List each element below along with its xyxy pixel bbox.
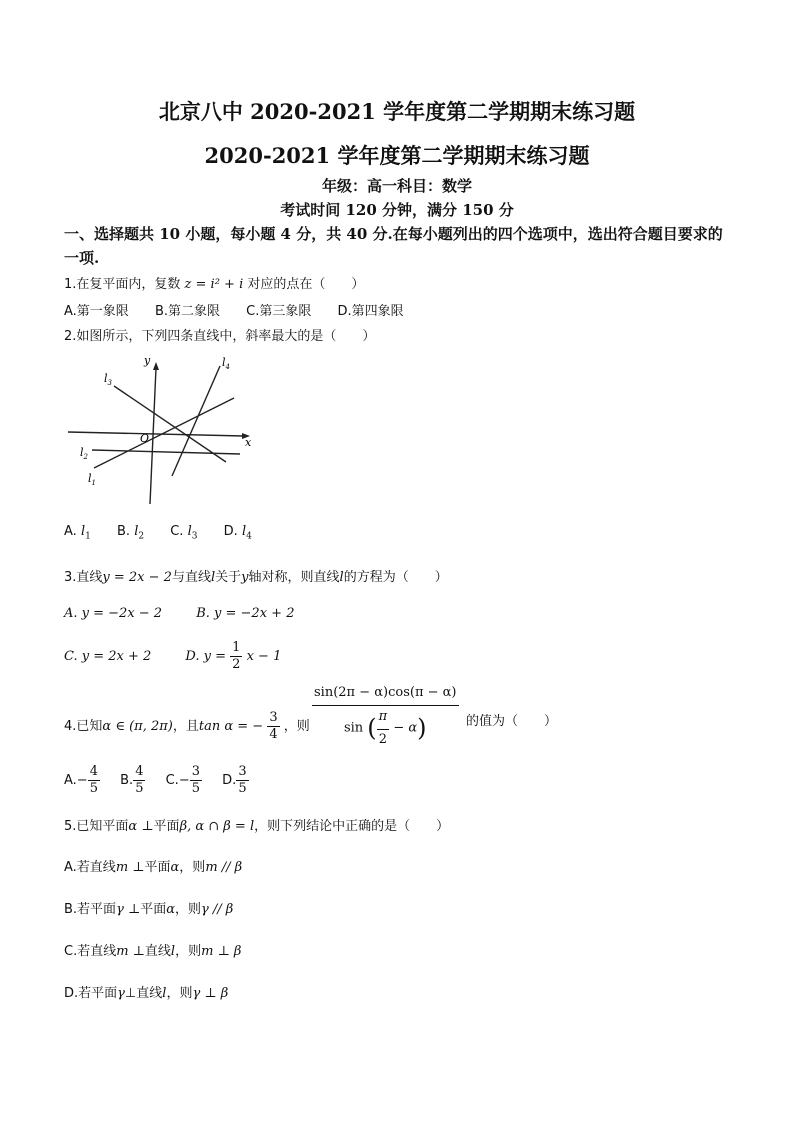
l3-label: $l_3$ bbox=[104, 372, 112, 387]
question-4: 4.已知α ∈ (π, 2π)，且tan α = − $\frac{3}{4}$ ，则 bbox=[64, 710, 310, 742]
q1-option-a[interactable]: A.第一象限 bbox=[64, 304, 129, 319]
y-axis-label: y bbox=[144, 354, 151, 367]
q3-options-row2 bbox=[64, 640, 303, 674]
q5-option-c[interactable]: C.若直线m ⊥直线l，则m ⊥ β bbox=[64, 944, 242, 959]
q4-options bbox=[64, 764, 271, 797]
l4-label: $l_4$ bbox=[222, 356, 230, 371]
q1-options bbox=[64, 300, 426, 319]
q1-option-d[interactable]: D.第四象限 bbox=[337, 304, 404, 319]
q3-option-a[interactable]: A. y = −2x − 2 bbox=[64, 606, 163, 621]
q4-tan-fraction: $\frac{3}{4}$ bbox=[269, 710, 278, 742]
q3-d-fraction: $\frac{1}{2}$ bbox=[232, 640, 241, 672]
q4-option-b[interactable]: B. $\frac{4}{5}$ bbox=[120, 764, 144, 796]
q2-figure bbox=[64, 350, 264, 512]
origin-label: O bbox=[140, 432, 150, 445]
q4-option-a[interactable]: A.− $\frac{4}{5}$ bbox=[64, 764, 98, 796]
q1-expr: z = i² + i bbox=[184, 277, 244, 292]
q5-option-b[interactable]: B.若平面γ ⊥平面α，则γ // β bbox=[64, 902, 234, 917]
title-main: 北京八中 2020-2021 学年度第二学期期末练习题 bbox=[158, 99, 636, 124]
x-axis-label: x bbox=[245, 436, 252, 449]
q2-option-b[interactable]: B. $l_2$ bbox=[116, 524, 145, 542]
q1-option-c[interactable]: C.第三象限 bbox=[246, 304, 312, 319]
q1-prefix: 1.在复平面内，复数 bbox=[64, 277, 181, 292]
question-5: 5.已知平面α ⊥平面β, α ∩ β = l，则下列结论中正确的是（ ） bbox=[64, 819, 450, 834]
q5-option-a[interactable]: A.若直线m ⊥平面α，则m // β bbox=[64, 860, 243, 875]
question-1 bbox=[64, 273, 364, 292]
q2-option-a[interactable]: A. $l_1$ bbox=[64, 524, 91, 542]
section-heading: 一、选择题共 10 小题，每小题 4 分，共 40 分.在每小题列出的四个选项中，选出符合题目要求的一项. bbox=[64, 225, 723, 267]
question-2: 2.如图所示，下列四条直线中，斜率最大的是（ ） bbox=[64, 329, 376, 344]
l1-label: $l_1$ bbox=[88, 472, 96, 487]
q3-option-c[interactable]: C. y = 2x + 2 bbox=[64, 649, 152, 664]
q5-option-d[interactable]: D.若平面γ⊥直线l，则γ ⊥ β bbox=[64, 986, 229, 1001]
q1-suffix: 对应的点在（ ） bbox=[247, 277, 365, 292]
q2-option-d[interactable]: D. $l_4$ bbox=[223, 524, 252, 542]
grade-subject: 年级：高一科目：数学 bbox=[321, 177, 472, 195]
title-sub: 2020-2021 学年度第二学期期末练习题 bbox=[204, 143, 590, 168]
q3-option-b[interactable]: B. y = −2x + 2 bbox=[196, 606, 295, 621]
exam-info: 考试时间 120 分钟，满分 150 分 bbox=[280, 201, 514, 219]
q3-line-eq: y = 2x − 2 bbox=[102, 570, 172, 585]
q3-option-d[interactable]: D. y = $\frac{1}{2}$ x − 1 bbox=[185, 640, 282, 672]
q2-option-c[interactable]: C. $l_3$ bbox=[170, 524, 198, 542]
q1-option-b[interactable]: B.第二象限 bbox=[154, 304, 221, 319]
q4-option-d[interactable]: D. $\frac{3}{5}$ bbox=[222, 764, 247, 796]
l2-label: $l_2$ bbox=[80, 446, 88, 461]
q3-options-row1 bbox=[64, 606, 316, 621]
question-3: 3.直线y = 2x − 2与直线l关于y轴对称，则直线l的方程为（ ） bbox=[64, 570, 448, 585]
q4-expression-fraction: sin(2π − α)cos(π − α) sin ( $\frac{\pi}{2}$ − α) bbox=[314, 685, 457, 747]
q2-options bbox=[64, 524, 274, 542]
q4-suffix: 的值为（ ） bbox=[466, 714, 558, 729]
q4-option-c[interactable]: C.− $\frac{3}{5}$ bbox=[165, 764, 201, 796]
